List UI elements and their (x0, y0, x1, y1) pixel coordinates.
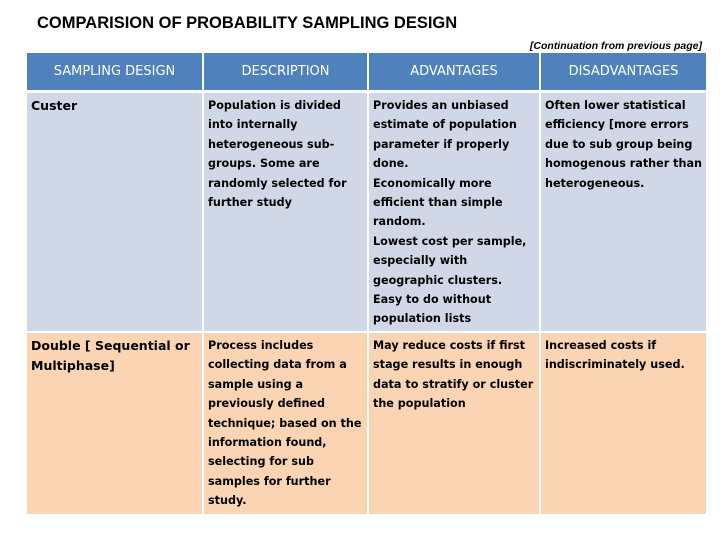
cell-disadvantages-double: Increased costs if indiscriminately used. (540, 332, 706, 515)
header-advantages: ADVANTAGES (368, 53, 540, 92)
header-sampling-design: SAMPLING DESIGN (27, 53, 203, 92)
table-row (27, 332, 706, 515)
page-title: COMPARISION OF PROBABILITY SAMPLING DESIGN (37, 14, 458, 32)
cell-description-double: Process includes collecting data from a sample using a previously defined technique; based on the information found, selecting for sub samples for further study. (203, 332, 368, 515)
header-disadvantages: DISADVANTAGES (540, 53, 706, 92)
advantage-item: Economically more efficient than simple random. (373, 176, 503, 229)
continuation-note: [Continuation from previous page] (529, 40, 702, 52)
table-header-row (27, 53, 706, 92)
advantage-item: Easy to do without population lists (373, 293, 492, 326)
cell-advantages-double (368, 332, 540, 515)
header-description: DESCRIPTION (203, 53, 368, 92)
advantage-item: May reduce costs if first stage results in enough data to stratify or cluster the population (373, 338, 534, 411)
sampling-design-table (27, 53, 706, 516)
table-row (27, 92, 706, 332)
cell-advantages-cluster (368, 92, 540, 332)
advantage-item: Provides an unbiased estimate of population parameter if properly done. (373, 99, 517, 171)
cell-design-double: Double [ Sequential or Multiphase] (27, 332, 203, 515)
advantage-item: Lowest cost per sample, especially with geographic clusters. (373, 234, 527, 287)
cell-description-cluster: Population is divided into internally heterogeneous sub-groups. Some are randomly selected for further study (203, 92, 368, 332)
cell-disadvantages-cluster: Often lower statistical efficiency [more errors due to sub group being homogenous rather than heterogeneous. (540, 92, 706, 332)
cell-design-cluster: Custer (27, 92, 203, 332)
